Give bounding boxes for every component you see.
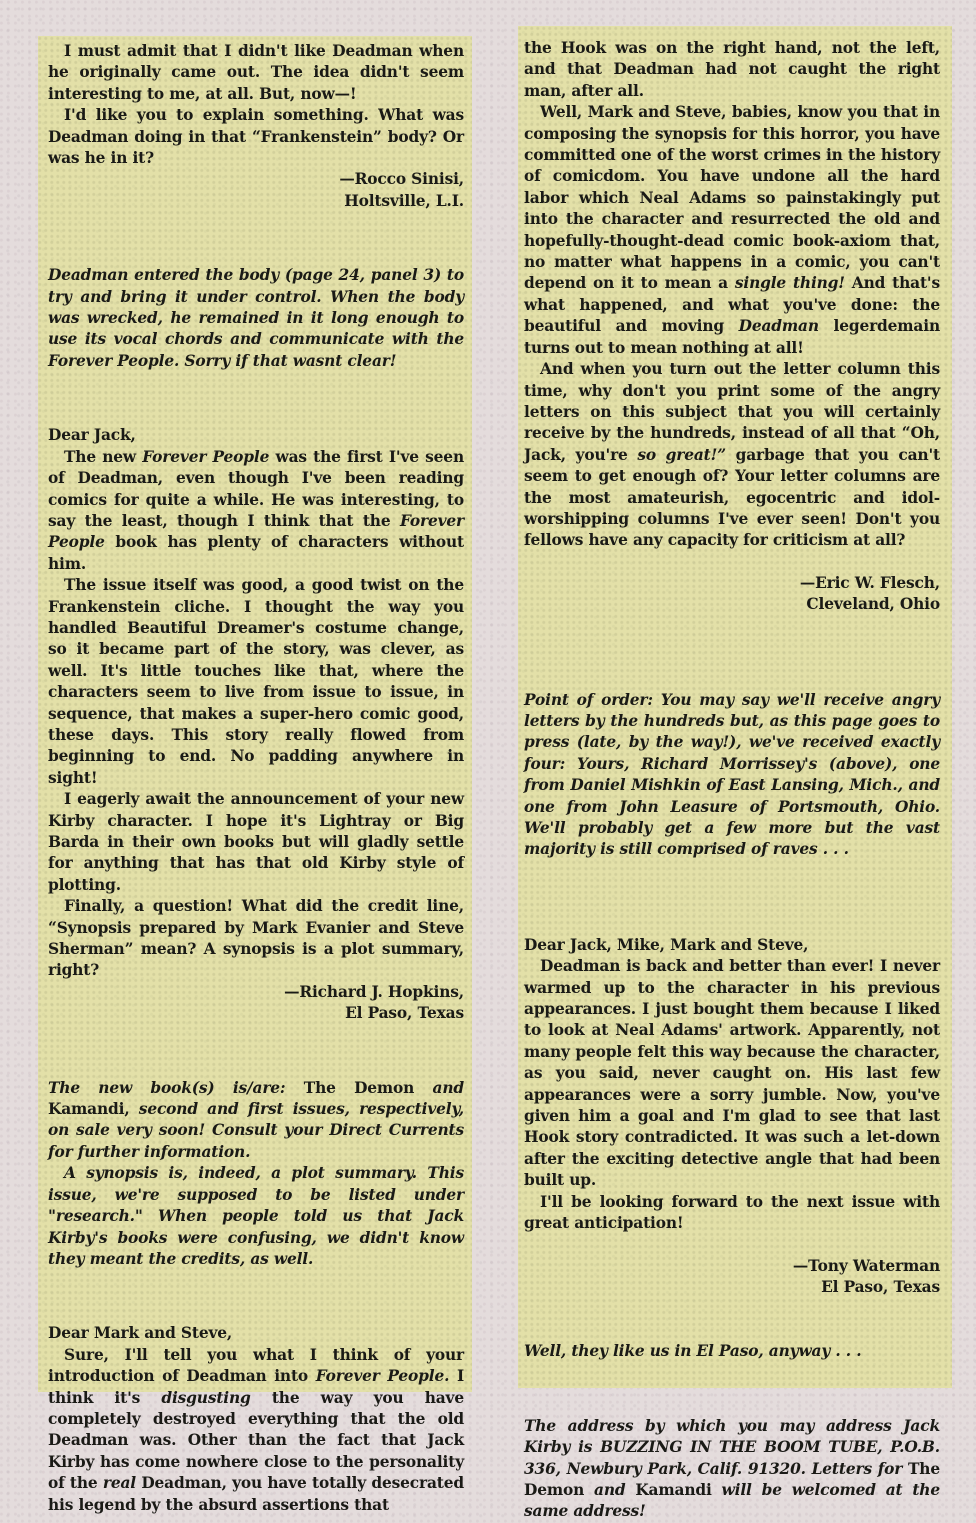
- letter-paragraph: I must admit that I didn't like Deadman when he originally came out. The idea didn't seem interesting to me, at all. But, now—!: [48, 42, 464, 103]
- editor-reply: Deadman entered the body (page 24, panel 3) to try and bring it under control. When the body was wrecked, he remained in it long enough to use its vocal chords and communicate with the Forever People. Sorry if that wasnt clear!: [48, 266, 464, 370]
- letter-tony-waterman: [524, 935, 940, 1299]
- letter-paragraph: The new Forever People was the first I've seen of Deadman, even though I've been reading comics for quite a while. He was interesting, to say the least, though I think that the Forever People book has plenty of characters without him.: [48, 447, 464, 573]
- letter-rocco-sinisi: [48, 41, 464, 212]
- letter-paragraph: the Hook was on the right hand, not the left, and that Deadman had not caught the right man, after all.: [524, 39, 940, 100]
- letters-column-right: [518, 26, 952, 1521]
- editor-reply: The new book(s) is/are: The Demon and Kamandi, second and first issues, respectively, on sale very soon! Consult your Direct Currents for further information. A synopsis is, indeed, a plot summary. This issue, we're supposed to be listed under "research." When people told us that Jack Kirby's books were confusing, we didn't know they meant the credits, as well.: [48, 1078, 465, 1268]
- letter-salutation: Dear Jack,: [48, 426, 136, 445]
- letter-paragraph: I'll be looking forward to the next issue with great anticipation!: [524, 1192, 940, 1233]
- signature-location: Holtsville, L.I.: [344, 191, 464, 210]
- signature-name: —Rocco Sinisi,: [339, 170, 464, 189]
- letter-richard-hopkins: [48, 425, 464, 1024]
- signature-name: —Richard J. Hopkins,: [284, 982, 464, 1001]
- letter-paragraph: And when you turn out the letter column this time, why don't you print some of the angry letters on this subject that you will certainly receive by the hundreds, instead of all that “Oh, Jack, you're so great!” garbage that you can't seem to get enough of? Your letter columns are the most amateurish, egocentric and idol-worshipping columns I've ever seen! Don't you fellows have any capacity for criticism at all?: [524, 360, 940, 550]
- letter-paragraph: The issue itself was good, a good twist on the Frankenstein cliche. I thought the way you handled Beautiful Dreamer's costume change, so it became part of the story, was clever, as well. It's little touches like that, where the characters seem to live from issue to issue, in sequence, that makes a super-hero comic good, these days. This story really flowed from beginning to end. No padding anywhere in sight!: [48, 576, 464, 787]
- editor-reply: Well, they like us in El Paso, anyway . . .: [524, 1342, 862, 1361]
- letter-paragraph: Deadman is back and better than ever! I never warmed up to the character in his previous appearances. I just bought them because I liked to look at Neal Adams' artwork. Apparently, not many people felt this way because the character, as you said, never caught on. His last few appearances were a sorry jumble. Now, you've given him a goal and I'm glad to see that last Hook story contradicted. It was such a let-down after the exciting detective angle that had been built up.: [524, 957, 940, 1190]
- letter-paragraph: Well, Mark and Steve, babies, know you that in composing the synopsis for this horror, you have committed one of the worst crimes in the history of comicdom. You have undone all the hard labor which Neal Adams so painstakingly put into the character and resurrected the old and hopefully-thought-dead comic book-axiom that, no matter what happens in a comic, you can't depend on it to mean a single thing! And that's what happened, and what you've done: the beautiful and moving Deadman legerdemain turns out to mean nothing at all!: [524, 103, 940, 357]
- letter-salutation: Dear Mark and Steve,: [48, 1324, 233, 1343]
- signature-location: El Paso, Texas: [345, 1004, 464, 1023]
- editor-reply: Point of order: You may say we'll receive angry letters by the hundreds but, as this page goes to press (late, by the way!), we've received exactly four: Yours, Richard Morrissey's (above), one from Daniel Mishkin of East Lansing, Mich., and one from John Leasure of Portsmouth, Ohio. We'll probably get a few more but the vast majority is still comprised of raves . . .: [524, 690, 940, 859]
- letter-salutation: Dear Jack, Mike, Mark and Steve,: [524, 935, 809, 954]
- letter-paragraph: I eagerly await the announcement of your new Kirby character. I hope it's Lightray or Big Barda in their own books but will gladly settle for anything that has that old Kirby style of plotting.: [48, 790, 464, 894]
- letters-column-left: [38, 36, 472, 1514]
- letter-eric-flesch: [524, 38, 940, 616]
- letter-richard-morrissey: [48, 1323, 464, 1516]
- letter-paragraph: Finally, a question! What did the credit line, “Synopsis prepared by Mark Evanier and Steve Sherman” mean? A synopsis is a plot summary, right?: [48, 897, 464, 980]
- letter-paragraph: Sure, I'll tell you what I think of your introduction of Deadman into Forever People. I think it's disgusting the way you have completely destroyed everything that the old Deadman was. Other than the fact that Jack Kirby has come nowhere close to the personality of the real Deadman, you have totally desecrated his legend by the absurd assertions that: [48, 1345, 465, 1514]
- signature-name: —Tony Waterman: [792, 1256, 940, 1275]
- letter-paragraph: I'd like you to explain something. What was Deadman doing in that “Frankenstein” body? Or was he in it?: [48, 106, 464, 168]
- signature-location: Cleveland, Ohio: [806, 595, 940, 614]
- signature-name: —Eric W. Flesch,: [799, 573, 940, 592]
- address-note: The address by which you may address Jack Kirby is BUZZING IN THE BOOM TUBE, P.O.B. 336, Newbury Park, Calif. 91320. Letters for The Demon and Kamandi will be welcomed at the same address!: [524, 1416, 940, 1521]
- signature-location: El Paso, Texas: [821, 1277, 940, 1296]
